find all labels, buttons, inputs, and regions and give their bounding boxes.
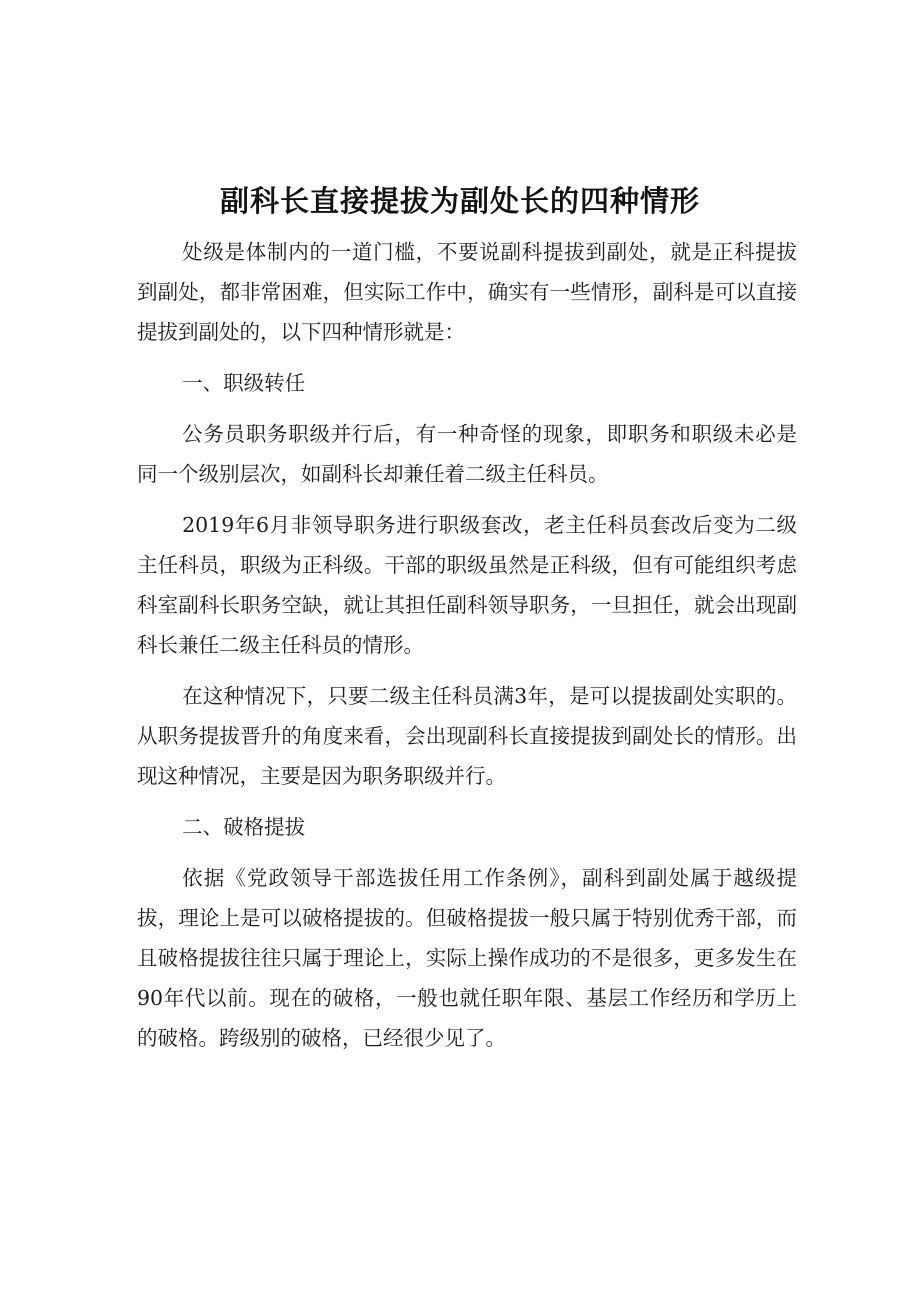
paragraph-4: 依据《党政领导干部选拔任用工作条例》，副科到副处属于越级提拔，理论上是可以破格提拔的。但破格提拔一般只属于特别优秀干部，而且破格提拔往往只属于理论上，实际上操作成功的不是很多，更多发生在90年代以前。现在的破格，一般也就任职年限、基层工作经历和学历上的破格。跨级别的破格，已经很少见了。 [137,866,797,1050]
document-title: 副科长直接提拔为副处长的四种情形 [219,184,700,218]
paragraph-1: 公务员职务职级并行后，有一种奇怪的现象，即职务和职级未必是同一个级别层次，如副科长却兼任着二级主任科员。 [137,422,797,486]
paragraph-3: 在这种情况下，只要二级主任科员满3年，是可以提拔副处实职的。从职务提拔晋升的角度来看，会出现副科长直接提拔到副处长的情形。出现这种情况，主要是因为职务职级并行。 [137,684,797,788]
paragraph-intro: 处级是体制内的一道门槛，不要说副科提拔到副处，就是正科提拔到副处，都非常困难，但实际工作中，确实有一些情形，副科是可以直接提拔到副处的，以下四种情形就是： [137,240,797,344]
section-heading-2: 二、破格提拔 [182,815,306,839]
document-body [137,232,797,1069]
paragraph-2: 2019年6月非领导职务进行职级套改，老主任科员套改后变为二级主任科员，职级为正科级。干部的职级虽然是正科级，但有可能组织考虑科室副科长职务空缺，就让其担任副科领导职务，一旦担任，就会出现副科长兼任二级主任科员的情形。 [137,513,797,657]
section-heading-1: 一、职级转任 [182,371,306,395]
